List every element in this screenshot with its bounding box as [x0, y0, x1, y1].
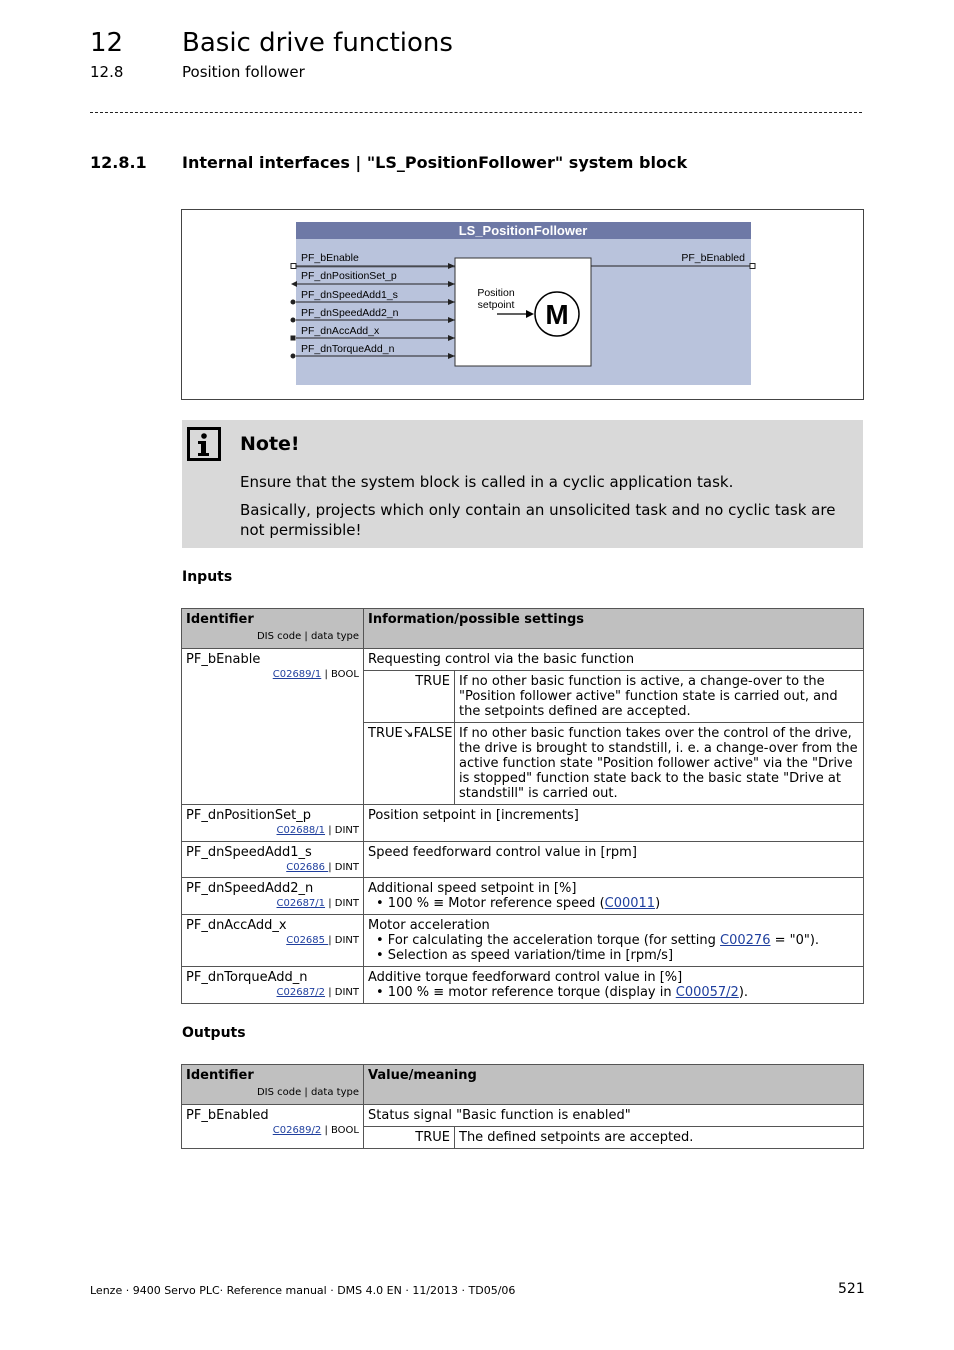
data-type: | DINT	[328, 862, 359, 873]
table-header-row	[182, 609, 864, 649]
identifier-header-sub: DIS code | data type	[256, 1087, 359, 1098]
data-type: | BOOL	[321, 669, 359, 680]
code-link[interactable]: C02685	[286, 935, 329, 946]
value-description: If no other basic function takes over the control of the drive, the drive is brought to standstill, i. e. a change-over from the active function state "Position follower active" via the "Drive is stopped" function state back to the basic state "Drive at standstill" is carried out.	[455, 723, 864, 805]
code-line	[186, 898, 359, 909]
inputs-heading: Inputs	[182, 569, 233, 585]
info-text: Additional speed setpoint in [%]	[368, 881, 577, 896]
table-header-row	[182, 1065, 864, 1105]
inputs-table	[181, 608, 864, 1004]
table-row	[182, 915, 864, 967]
data-type: | DINT	[325, 898, 359, 909]
value-description: The defined setpoints are accepted.	[455, 1127, 864, 1149]
input-port-1	[291, 264, 296, 269]
bullet-text-end: )	[655, 896, 661, 911]
identifier: PF_bEnable	[186, 652, 261, 667]
subsection-title: Internal interfaces | "LS_PositionFollower" system block	[182, 153, 688, 172]
input-label-6: PF_dnTorqueAdd_n	[301, 343, 395, 355]
table-row	[182, 878, 864, 915]
bullet-item: • Selection as speed variation/time in [rpm/s]	[376, 948, 674, 963]
identifier: PF_dnSpeedAdd2_n	[186, 881, 314, 896]
identifier-header	[182, 609, 364, 649]
identifier-cell	[182, 842, 364, 878]
code-link[interactable]: C02689/2	[272, 1125, 322, 1136]
footer-text: Lenze · 9400 Servo PLC· Reference manual · DMS 4.0 EN · 11/2013 · TD05/06	[90, 1284, 516, 1297]
bullet-text: • 100 % ≡ motor reference torque (display in	[376, 985, 676, 1000]
setpoint-label: setpoint	[477, 299, 515, 311]
table-row	[182, 842, 864, 878]
header-divider	[90, 112, 862, 113]
info-cell	[364, 967, 864, 1004]
input-label-2: PF_dnPositionSet_p	[301, 270, 397, 282]
input-port-2	[291, 281, 297, 287]
chapter-title: Basic drive functions	[182, 28, 453, 58]
chapter-number: 12	[90, 28, 124, 58]
value-cell: TRUE↘FALSE	[364, 723, 455, 805]
identifier-header-label: Identifier	[186, 1068, 254, 1083]
page-number: 521	[838, 1281, 865, 1297]
note-text-2: Basically, projects which only contain an unsolicited task and no cyclic task are not permissible!	[240, 501, 836, 539]
identifier-cell	[182, 1105, 364, 1149]
info-cell	[364, 878, 864, 915]
note-text-1: Ensure that the system block is called in a cyclic application task.	[240, 473, 734, 491]
input-port-3	[291, 300, 296, 305]
data-type: | DINT	[328, 935, 359, 946]
code-line	[186, 935, 359, 946]
code-line	[186, 987, 359, 998]
code-link[interactable]: C00011	[604, 896, 656, 911]
block-title: LS_PositionFollower	[458, 223, 588, 238]
bullet-text: • 100 % ≡ Motor reference speed (	[376, 896, 605, 911]
value-cell: TRUE	[364, 671, 455, 723]
system-block-figure	[181, 209, 864, 400]
code-link[interactable]: C02686	[286, 862, 329, 873]
table-row	[182, 649, 864, 671]
outputs-heading: Outputs	[182, 1025, 246, 1041]
info-cell: Status signal "Basic function is enabled"	[364, 1105, 864, 1127]
identifier: PF_bEnabled	[186, 1108, 269, 1123]
system-block-diagram	[182, 210, 863, 399]
code-line	[186, 825, 359, 836]
input-port-4	[291, 318, 296, 323]
code-link[interactable]: C02687/2	[276, 987, 326, 998]
info-header: Value/meaning	[364, 1065, 864, 1105]
info-text: Motor acceleration	[368, 918, 490, 933]
identifier-cell	[182, 915, 364, 967]
code-line	[186, 862, 359, 873]
identifier-header-label: Identifier	[186, 612, 254, 627]
data-type: | BOOL	[321, 1125, 359, 1136]
input-label-4: PF_dnSpeedAdd2_n	[301, 307, 399, 319]
data-type: | DINT	[325, 825, 359, 836]
identifier: PF_dnPositionSet_p	[186, 808, 312, 823]
value-cell: TRUE	[364, 1127, 455, 1149]
info-cell	[364, 915, 864, 967]
identifier-cell	[182, 967, 364, 1004]
bullet-item	[368, 896, 859, 911]
value-description: If no other basic function is active, a change-over to the "Position follower active" function state is carried out, and the setpoints defined are accepted.	[455, 671, 864, 723]
info-cell: Speed feedforward control value in [rpm]	[364, 842, 864, 878]
code-link[interactable]: C00276	[720, 933, 771, 948]
code-link[interactable]: C02689/1	[272, 669, 322, 680]
table-row	[182, 967, 864, 1004]
output-port	[750, 264, 755, 269]
bullet-text-end: ).	[738, 985, 749, 1000]
bullet-item	[368, 933, 859, 948]
note-title: Note!	[240, 433, 300, 455]
input-label-5: PF_dnAccAdd_x	[301, 325, 380, 337]
input-label-1: PF_bEnable	[301, 252, 359, 264]
identifier-cell	[182, 649, 364, 805]
table-row	[182, 805, 864, 842]
info-cell: Requesting control via the basic function	[364, 649, 864, 671]
identifier-header	[182, 1065, 364, 1105]
info-icon	[187, 427, 221, 461]
bullet-item	[368, 985, 859, 1000]
code-link[interactable]: C02687/1	[276, 898, 326, 909]
info-cell: Position setpoint in [increments]	[364, 805, 864, 842]
subsection-number: 12.8.1	[90, 153, 147, 172]
input-label-3: PF_dnSpeedAdd1_s	[301, 289, 398, 301]
code-link[interactable]: C00057/2	[675, 985, 739, 1000]
code-link[interactable]: C02688/1	[276, 825, 326, 836]
section-number: 12.8	[90, 63, 124, 81]
info-text: Additive torque feedforward control value in [%]	[368, 970, 683, 985]
identifier: PF_dnTorqueAdd_n	[186, 970, 308, 985]
bullet-text-end: = "0").	[770, 933, 820, 948]
identifier-cell	[182, 805, 364, 842]
identifier-cell	[182, 878, 364, 915]
motor-symbol: M	[545, 299, 569, 330]
input-port-6	[291, 354, 296, 359]
data-type: | DINT	[325, 987, 359, 998]
input-port-5	[291, 336, 296, 341]
identifier-header-sub: DIS code | data type	[256, 631, 359, 642]
section-title: Position follower	[182, 63, 305, 81]
info-header: Information/possible settings	[364, 609, 864, 649]
table-row	[182, 1105, 864, 1127]
identifier: PF_dnSpeedAdd1_s	[186, 845, 312, 860]
identifier: PF_dnAccAdd_x	[186, 918, 287, 933]
code-line	[186, 669, 359, 680]
bullet-text: • For calculating the acceleration torque (for setting	[376, 933, 721, 948]
code-line	[186, 1125, 359, 1136]
output-label: PF_bEnabled	[681, 252, 745, 264]
note-box	[182, 420, 863, 548]
position-label: Position	[477, 287, 515, 299]
outputs-table	[181, 1064, 864, 1149]
